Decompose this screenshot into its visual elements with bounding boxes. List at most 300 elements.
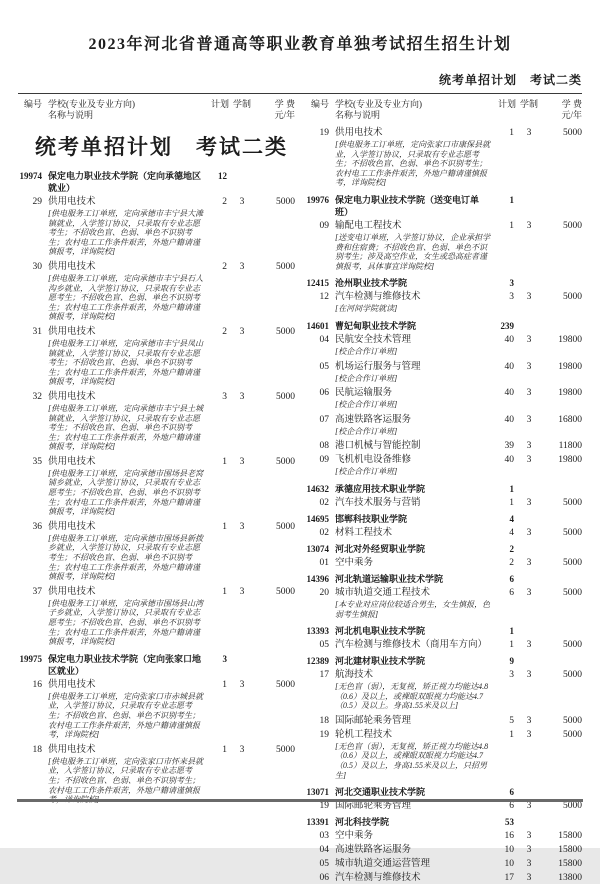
- plan-value: 40: [504, 455, 514, 466]
- row-number: 13074: [306, 543, 329, 554]
- fee-value: 5000: [563, 670, 582, 681]
- school-row: [305, 277, 582, 289]
- row-number: 32: [32, 391, 42, 402]
- row-title: 港口机械与智能控制: [335, 441, 421, 452]
- years-value: 3: [239, 326, 245, 337]
- years-value: 3: [526, 801, 532, 812]
- fee-value: 5000: [563, 220, 582, 231]
- row-number: 05: [319, 361, 329, 372]
- row-name-cell: [335, 729, 492, 782]
- plan-value: 2: [509, 543, 514, 554]
- row-title: 供用电技术: [48, 521, 96, 532]
- years-value: 3: [526, 859, 532, 870]
- years-value: 3: [526, 334, 532, 345]
- plan-value: 1: [509, 640, 514, 651]
- fee-value: 5000: [276, 521, 295, 532]
- major-row: [18, 744, 295, 807]
- header-no: 编号: [23, 99, 42, 109]
- fee-value: 19800: [558, 361, 582, 372]
- years-value: 3: [526, 845, 532, 856]
- row-number: 09: [319, 455, 329, 466]
- row-note: [供电服务工订单班，定向承德市丰宁县石人沟乡就业，入学签订协议，只录取有专业志愿考生；不招收色盲、色弱、单色不识别考生；农村电工工作条件艰苦，外地户籍请谨慎报考，详询院校]: [48, 273, 204, 322]
- major-row: [305, 669, 582, 713]
- row-note: [校企合作订单班]: [335, 467, 398, 477]
- row-name-cell: [335, 414, 492, 439]
- row-number: 19976: [306, 194, 329, 205]
- row-title: 河北对外经贸职业学院: [335, 543, 426, 554]
- row-note: [供电服务工订单班，定向承德市围场县山湾子乡就业，入学签订协议，只录取有专业志愿考生；不招收色盲、色弱、单色不识别考生；农村电工工作条件艰苦，外地户籍请谨慎报考，详询院校]: [48, 598, 204, 647]
- major-row: [18, 679, 295, 742]
- row-name-cell: [335, 573, 492, 585]
- fee-value: 5000: [563, 292, 582, 303]
- plan-value: 5: [509, 715, 514, 726]
- row-number: 17: [319, 670, 329, 681]
- row-number: 13391: [306, 817, 329, 828]
- row-name-cell: [48, 456, 205, 519]
- fee-value: 5000: [563, 497, 582, 508]
- major-row: [18, 586, 295, 649]
- row-number: 19974: [19, 171, 42, 181]
- plan-value: 10: [504, 845, 514, 856]
- major-row: [18, 261, 295, 324]
- major-row: [305, 387, 582, 412]
- plan-value: 1: [509, 220, 514, 231]
- header-fee: [542, 99, 582, 121]
- row-number: 19: [319, 729, 329, 740]
- school-row: [305, 543, 582, 555]
- page-title: 2023年河北省普通高等职业教育单独考试招生招生计划: [88, 36, 512, 53]
- row-note: [无色盲（弱），无复视，矫正视力均能达4.8（0.6）及以上，或裸眼双眼视力均能达4.7（0.5）及以上。身高1.55米及以上]: [335, 682, 489, 711]
- years-value: 3: [526, 715, 532, 726]
- years-value: 3: [526, 292, 532, 303]
- years-value: 3: [526, 414, 532, 425]
- row-name-cell: [48, 586, 205, 649]
- plan-value: 1: [222, 744, 227, 755]
- school-row: [305, 816, 582, 828]
- major-row: [305, 334, 582, 359]
- row-title: 供用电技术: [48, 326, 96, 337]
- fee-value: 5000: [276, 391, 295, 402]
- row-name-cell: [335, 786, 492, 798]
- fee-value: 5000: [276, 326, 295, 337]
- major-row: [305, 440, 582, 452]
- row-title: 保定电力职业技术学院（定向张家口地区就业）: [48, 653, 202, 676]
- row-number: 37: [32, 586, 42, 597]
- row-title: 机场运行服务与管理: [335, 361, 421, 372]
- row-name-cell: [48, 196, 205, 259]
- row-number: 05: [319, 640, 329, 651]
- row-title: 汽车检测与维修技术: [335, 873, 421, 884]
- header-plan: 计划: [210, 99, 229, 109]
- row-number: 36: [32, 521, 42, 532]
- row-note: [在河间学院就读]: [335, 304, 398, 314]
- plan-value: 3: [509, 670, 514, 681]
- fee-value: 5000: [563, 801, 582, 812]
- row-number: 08: [319, 441, 329, 452]
- row-name-cell: [335, 291, 492, 316]
- row-name-cell: [335, 220, 492, 273]
- fee-value: 19800: [558, 334, 582, 345]
- row-note: [校企合作订单班]: [335, 426, 398, 436]
- row-title: 材料工程技术: [335, 527, 393, 538]
- header-school-line1: 学校(专业及专业方向): [335, 99, 422, 109]
- major-row: [305, 872, 582, 884]
- plan-value: 1: [222, 679, 227, 690]
- row-number: 01: [319, 557, 329, 568]
- header-school: [335, 99, 492, 121]
- years-value: 3: [239, 197, 245, 207]
- row-name-cell: [335, 655, 492, 667]
- years-value: 3: [526, 388, 532, 399]
- plan-value: 1: [222, 586, 227, 597]
- row-name-cell: [335, 715, 492, 727]
- row-title: 民航安全技术管理: [335, 334, 412, 345]
- plan-value: 9: [509, 656, 514, 667]
- row-name-cell: [335, 527, 492, 539]
- row-name-cell: [48, 744, 205, 807]
- row-number: 30: [32, 261, 42, 272]
- fee-value: 16800: [558, 414, 582, 425]
- plan-value: 6: [509, 787, 514, 798]
- row-note: [供电服务工订单班，定向张家口市康保县就业，入学签订协议，只录取有专业志愿考生；不招收色盲、色弱、单色不识别考生；农村电工工作条件艰苦，外地户籍请谨慎报考，详询院校]: [335, 140, 491, 188]
- row-title: 河北轨道运输职业技术学院: [335, 573, 444, 584]
- major-row: [18, 391, 295, 454]
- row-number: 02: [319, 527, 329, 538]
- plan-value: 16: [504, 831, 514, 842]
- major-row: [305, 715, 582, 727]
- fee-value: 19800: [558, 455, 582, 466]
- page-bottom-rule: [17, 799, 583, 802]
- row-title: 承德应用技术职业学院: [335, 483, 426, 494]
- row-note: [供电服务工订单班，定向承德市丰宁县土城镇就业，入学签订协议，只录取有专业志愿考生；不招收色盲、色弱、单色不识别考生；农村电工工作条件艰苦，外地户籍请谨慎报考，详询院校]: [48, 403, 204, 452]
- row-title: 邯郸科技职业学院: [335, 513, 408, 524]
- header-years: 学制: [232, 99, 251, 109]
- fee-value: 11800: [558, 441, 582, 452]
- row-name-cell: [48, 170, 205, 194]
- major-row: [305, 414, 582, 439]
- row-name-cell: [335, 858, 492, 870]
- plan-value: 2: [222, 197, 227, 207]
- row-name-cell: [335, 127, 492, 190]
- row-number: 18: [32, 744, 42, 755]
- plan-value: 1: [509, 497, 514, 508]
- row-note: [供电服务工订单班，定向张家口市赤城县就业，入学签订协议，只录取有专业志愿考生；不招收色盲、色弱、单色不识别考生；农村电工工作条件艰苦，外地户籍请谨慎报考，详询院校]: [48, 691, 204, 740]
- years-value: 3: [239, 586, 245, 597]
- plan-value: 40: [504, 388, 514, 399]
- header-school-line2: 名称与说明: [48, 110, 94, 120]
- years-value: 3: [239, 744, 245, 755]
- fee-value: 15800: [558, 845, 582, 856]
- school-row: [18, 170, 295, 194]
- years-value: 3: [526, 873, 532, 884]
- row-name-cell: [335, 844, 492, 856]
- row-note: [供电服务工订单班，定向张家口市怀来县就业，入学签订协议，只录取有专业志愿考生；不招收色盲、色弱、单色不识别考生；农村电工工作条件艰苦，外地户籍请谨慎报考，详询院校]: [48, 756, 204, 805]
- row-number: 04: [319, 334, 329, 345]
- header-school: [48, 99, 205, 121]
- row-title: 供用电技术: [48, 456, 96, 467]
- row-name-cell: [48, 261, 205, 324]
- row-number: 02: [319, 497, 329, 508]
- row-title: 河北建材职业技术学院: [335, 656, 426, 667]
- table-header-row: [0, 94, 600, 121]
- fee-value: 5000: [563, 715, 582, 726]
- row-title: 城市轨道交通工程技术: [335, 587, 431, 598]
- plan-value: 2: [222, 261, 227, 272]
- plan-value: 53: [505, 817, 514, 828]
- row-name-cell: [335, 625, 492, 637]
- row-title: 国际邮轮乘务管理: [335, 801, 412, 812]
- years-value: 3: [526, 557, 532, 568]
- fee-value: 5000: [276, 261, 295, 272]
- plan-value: 1: [509, 128, 514, 138]
- major-row: [18, 326, 295, 389]
- row-title: 轮机工程技术: [335, 729, 393, 740]
- plan-value: 1: [509, 483, 514, 494]
- years-value: 3: [526, 640, 532, 651]
- corner-label: 统考单招计划 考试二类: [438, 73, 582, 87]
- row-number: 35: [32, 456, 42, 467]
- plan-value: 40: [504, 414, 514, 425]
- plan-value: 1: [222, 521, 227, 532]
- fee-value: 19800: [558, 388, 582, 399]
- row-title: 汽车检测与维修技术（商用车方向）: [335, 640, 488, 651]
- plan-value: 17: [504, 873, 514, 884]
- years-value: 3: [526, 831, 532, 842]
- plan-value: 39: [504, 441, 514, 452]
- row-name-cell: [335, 543, 492, 555]
- table-header-right: [305, 99, 582, 121]
- school-row: [305, 513, 582, 525]
- major-row: [305, 858, 582, 870]
- fee-value: 15800: [558, 831, 582, 842]
- plan-value: 1: [222, 456, 227, 467]
- row-number: 06: [319, 873, 329, 884]
- major-row: [18, 456, 295, 519]
- row-title: 曹妃甸职业技术学院: [335, 320, 417, 331]
- years-value: 3: [239, 456, 245, 467]
- row-name-cell: [335, 277, 492, 289]
- row-title: 飞机机电设备维修: [335, 455, 412, 466]
- plan-value: 4: [509, 527, 514, 538]
- row-title: 高速铁路客运服务: [335, 414, 412, 425]
- row-title: 沧州职业技术学院: [335, 278, 408, 289]
- plan-value: 1: [509, 626, 514, 637]
- plan-value: 2: [509, 557, 514, 568]
- major-row: [305, 557, 582, 569]
- years-value: 3: [526, 587, 532, 598]
- row-title: 供用电技术: [48, 261, 96, 272]
- years-value: 3: [526, 128, 532, 138]
- major-row: [305, 527, 582, 539]
- row-number: 12415: [306, 278, 329, 289]
- row-title: 供用电技术: [48, 197, 96, 207]
- row-note: [校企合作订单班]: [335, 373, 398, 383]
- row-name-cell: [48, 679, 205, 742]
- row-name-cell: [48, 326, 205, 389]
- row-title: 汽车技术服务与营销: [335, 497, 421, 508]
- row-name-cell: [335, 587, 492, 621]
- header-years: 学制: [519, 99, 538, 109]
- major-row: [305, 800, 582, 812]
- row-name-cell: [335, 361, 492, 386]
- row-number: 03: [319, 831, 329, 842]
- row-name-cell: [335, 194, 492, 218]
- row-title: 河北机电职业技术学院: [335, 626, 426, 637]
- row-name-cell: [335, 800, 492, 812]
- row-title: 汽车检测与维修技术: [335, 292, 421, 303]
- row-number: 31: [32, 326, 42, 337]
- header-fee-line2: 元/年: [561, 110, 582, 120]
- section-heading: 统考单招计划 考试二类: [35, 135, 288, 159]
- row-title: 民航运输服务: [335, 388, 393, 399]
- years-value: 3: [526, 729, 532, 740]
- row-number: 09: [319, 220, 329, 231]
- column-left: [18, 125, 295, 807]
- fee-value: 5000: [276, 744, 295, 755]
- row-name-cell: [48, 521, 205, 584]
- row-note: [本专业对应岗位较适合男生，女生慎报，色弱考生慎报]: [335, 599, 491, 619]
- fee-value: 5000: [276, 586, 295, 597]
- row-title: 供用电技术: [335, 128, 383, 138]
- school-row: [305, 655, 582, 667]
- row-name-cell: [335, 557, 492, 569]
- fee-value: 5000: [276, 456, 295, 467]
- plan-value: 3: [222, 653, 227, 664]
- row-name-cell: [335, 334, 492, 359]
- row-number: 05: [319, 859, 329, 870]
- plan-value: 12: [218, 171, 227, 181]
- row-name-cell: [335, 454, 492, 479]
- column-right: [305, 125, 582, 884]
- row-title: 供用电技术: [48, 586, 96, 597]
- years-value: 3: [239, 391, 245, 402]
- years-value: 3: [239, 679, 245, 690]
- major-row: [305, 844, 582, 856]
- row-number: 14601: [306, 320, 329, 331]
- header-school-line1: 学校(专业及专业方向): [48, 99, 135, 109]
- major-row: [305, 729, 582, 782]
- row-number: 20: [319, 587, 329, 598]
- header-school-line2: 名称与说明: [335, 110, 381, 120]
- major-row: [305, 220, 582, 273]
- fee-value: 5000: [563, 587, 582, 598]
- row-number: 19975: [19, 653, 42, 664]
- row-number: 12: [319, 292, 329, 303]
- major-row: [305, 639, 582, 651]
- plan-value: 3: [509, 292, 514, 303]
- plan-value: 3: [222, 391, 227, 402]
- row-name-cell: [335, 440, 492, 452]
- row-title: 城市轨道交通运营管理: [335, 859, 431, 870]
- plan-value: 239: [500, 320, 514, 331]
- plan-value: 1: [509, 194, 514, 205]
- school-row: [305, 320, 582, 332]
- row-number: 19: [319, 801, 329, 812]
- row-number: 06: [319, 388, 329, 399]
- content-columns: [0, 121, 600, 884]
- years-value: 3: [239, 261, 245, 272]
- row-name-cell: [335, 513, 492, 525]
- row-number: 29: [32, 197, 42, 207]
- row-title: 空中乘务: [335, 557, 374, 568]
- row-title: 河北科技学院: [335, 817, 390, 828]
- row-title: 输配电工程技术: [335, 220, 402, 231]
- major-row: [305, 127, 582, 190]
- school-row: [305, 625, 582, 637]
- row-title: 供用电技术: [48, 744, 96, 755]
- row-name-cell: [48, 391, 205, 454]
- row-name-cell: [335, 816, 492, 828]
- fee-value: 5000: [563, 640, 582, 651]
- school-row: [305, 483, 582, 495]
- plan-value: 40: [504, 361, 514, 372]
- row-name-cell: [335, 387, 492, 412]
- row-name-cell: [335, 830, 492, 842]
- school-row: [18, 653, 295, 677]
- plan-value: 1: [509, 729, 514, 740]
- years-value: 3: [526, 441, 532, 452]
- plan-value: 3: [509, 278, 514, 289]
- header-fee-line1: 学 费: [274, 99, 295, 109]
- header-no: 编号: [310, 99, 329, 109]
- header-fee: [255, 99, 295, 121]
- row-number: 14695: [306, 513, 329, 524]
- row-number: 19: [319, 128, 329, 138]
- fee-value: 15800: [558, 859, 582, 870]
- row-title: 供用电技术: [48, 391, 96, 402]
- row-name-cell: [335, 320, 492, 332]
- fee-value: 5000: [563, 527, 582, 538]
- row-title: 高速铁路客运服务: [335, 845, 412, 856]
- plan-value: 6: [509, 801, 514, 812]
- plan-value: 2: [222, 326, 227, 337]
- major-row: [305, 497, 582, 509]
- header-plan: 计划: [497, 99, 516, 109]
- row-note: [供电服务工订单班，定向承德市围场县新拨乡就业，入学签订协议，只录取有专业志愿考生；不招收色盲、色弱、单色不识别考生；农村电工工作条件艰苦，外地户籍请谨慎报考，详询院校]: [48, 533, 204, 582]
- row-number: 14632: [306, 483, 329, 494]
- major-row: [18, 521, 295, 584]
- header-fee-line2: 元/年: [274, 110, 295, 120]
- years-value: 3: [526, 455, 532, 466]
- fee-value: 5000: [276, 679, 295, 690]
- school-row: [305, 573, 582, 585]
- row-name-cell: [335, 872, 492, 884]
- years-value: 3: [526, 361, 532, 372]
- row-note: [供电服务工订单班，定向承德市丰宁县凤山镇就业，入学签订协议，只录取有专业志愿考生；不招收色盲、色弱、单色不识别考生；农村电工工作条件艰苦，外地户籍请谨慎报考，详询院校]: [48, 338, 204, 387]
- row-number: 16: [32, 679, 42, 690]
- row-name-cell: [335, 639, 492, 651]
- row-title: 保定电力职业技术学院（送变电订单班）: [335, 194, 480, 217]
- plan-value: 40: [504, 334, 514, 345]
- years-value: 3: [526, 527, 532, 538]
- plan-value: 4: [509, 513, 514, 524]
- row-number: 14396: [306, 573, 329, 584]
- row-note: [送变电订单班，入学签订协议，企业承担学费和住宿费；不招收色盲、色弱、单色不识别考生；涉及高空作业，女生或恐高症者谨慎报考，具体事宜详询院校]: [335, 232, 491, 271]
- header-fee-line1: 学 费: [561, 99, 582, 109]
- major-row: [305, 361, 582, 386]
- row-note: [供电服务工订单班，定向承德市围场县老窝铺乡就业，入学签订协议，只录取有专业志愿考生；不招收色盲、色弱、单色不识别考生；农村电工工作条件艰苦，外地户籍请谨慎报考，详询院校]: [48, 468, 204, 517]
- row-title: 国际邮轮乘务管理: [335, 715, 412, 726]
- row-name-cell: [335, 483, 492, 495]
- years-value: 3: [526, 497, 532, 508]
- row-title: 空中乘务: [335, 831, 374, 842]
- row-title: 河北交通职业技术学院: [335, 787, 426, 798]
- row-note: [校企合作订单班]: [335, 346, 398, 356]
- row-number: 07: [319, 414, 329, 425]
- row-note: [供电服务工订单班，定向承德市丰宁县大滩镇就业，入学签订协议，只录取有专业志愿考生；不招收色盲、色弱、单色不识别考生；农村电工工作条件艰苦，外地户籍请谨慎报考，详询院校]: [48, 209, 204, 257]
- school-row: [305, 786, 582, 798]
- years-value: 3: [239, 521, 245, 532]
